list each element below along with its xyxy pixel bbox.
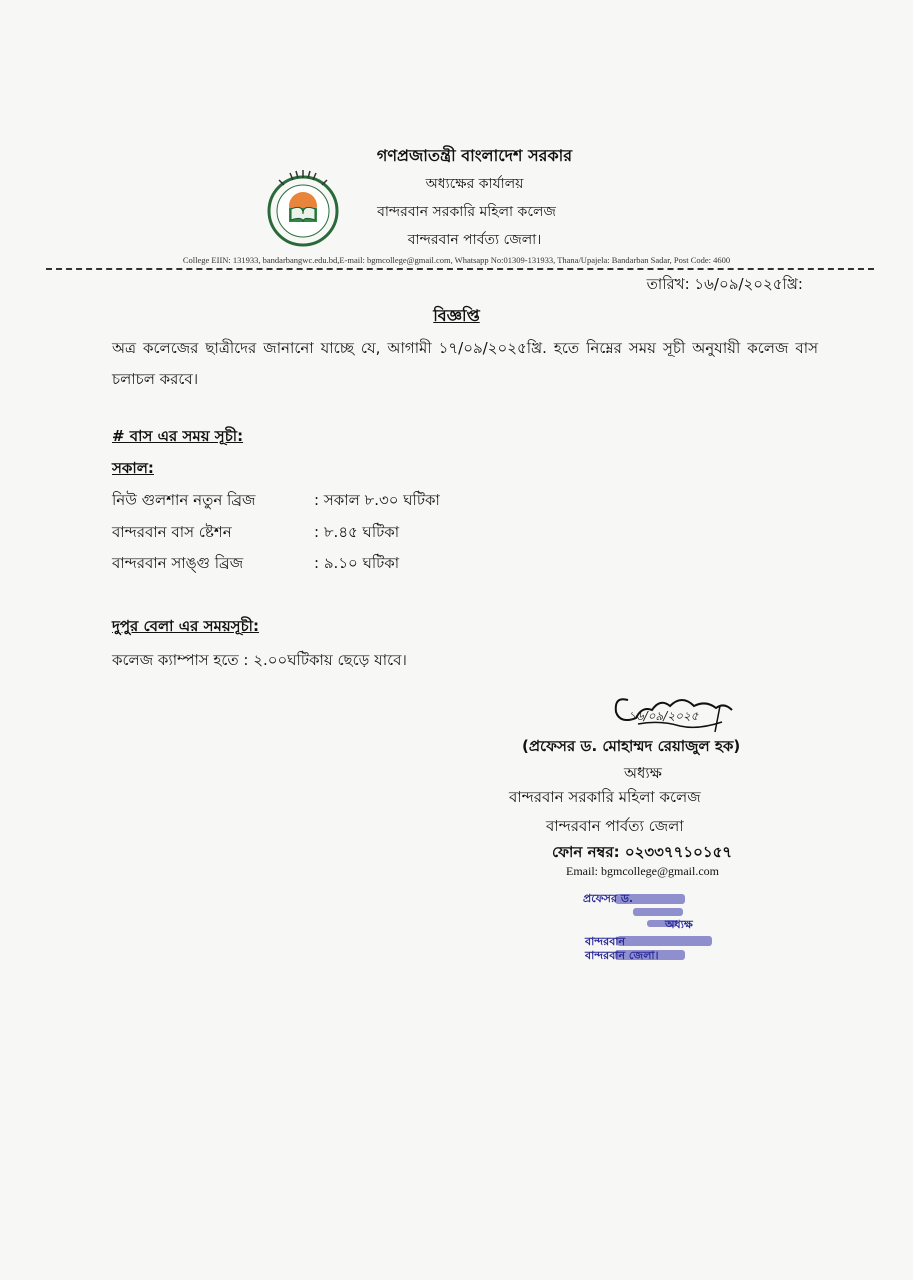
contact-info: College EIIN: 131933, bandarbangwc.edu.bd,E-mail: bgmcollege@gmail.com, Whatsapp No:01309-131933, Thana/Upajela: Bandarban Sadar, Post Code: 4600 <box>182 255 731 265</box>
afternoon-schedule: কলেজ ক্যাম্পাস হতে : ২.০০ঘটিকায় ছেড়ে যাবে। <box>112 651 407 669</box>
stamp-line: প্রফেসর ড. <box>583 892 634 905</box>
stop-name: নিউ গুলশান নতুন ব্রিজ <box>112 491 256 509</box>
stop-time: : ৮.৪৫ ঘটিকা <box>314 523 400 541</box>
morning-heading: সকাল: <box>112 459 154 477</box>
stamp-line: বান্দরবান <box>585 935 626 948</box>
signatory-district: বান্দরবান পার্বত্য জেলা <box>546 817 684 835</box>
signatory-college: বান্দরবান সরকারি মহিলা কলেজ <box>509 788 701 806</box>
government-title: গণপ্রজাতন্ত্রী বাংলাদেশ সরকার <box>376 146 573 165</box>
stop-time: : সকাল ৮.৩০ ঘটিকা <box>314 491 440 509</box>
stop-time: : ৯.১০ ঘটিকা <box>314 554 400 572</box>
afternoon-heading: দুপুর বেলা এর সময়সূচী: <box>112 617 259 635</box>
district-name: বান্দরবান পার্বত্য জেলা। <box>407 232 542 248</box>
notice-title: বিজ্ঞপ্তি <box>433 306 480 325</box>
signatory-email: Email: bgmcollege@gmail.com <box>566 864 720 878</box>
schedule-heading: # বাস এর সময় সূচী: <box>112 427 244 445</box>
office-name: অধ্যক্ষের কার্যালয় <box>425 176 524 192</box>
college-name: বান্দরবান সরকারি মহিলা কলেজ <box>377 204 556 220</box>
header-divider <box>46 268 874 270</box>
signatory-name: (প্রফেসর ড. মোহাম্মদ রেয়াজুল হক) <box>522 737 741 755</box>
signatory-designation: অধ্যক্ষ <box>624 764 662 782</box>
stop-name: বান্দরবান সাঙ্গু ব্রিজ <box>112 554 244 572</box>
notice-body: অত্র কলেজের ছাত্রীদের জানানো যাচ্ছে যে, আগামী ১৭/০৯/২০২৫খ্রি. হতে নিম্নের সময় সূচী অনুযায়ী কলেজ বাস চলাচল করবে। <box>112 339 818 388</box>
stop-name: বান্দরবান বাস ষ্টেশন <box>112 523 232 541</box>
signature-date: ১৬/০৯/২০২৫ <box>628 709 699 723</box>
notice-date: তারিখ: ১৬/০৯/২০২৫খ্রি: <box>646 275 803 293</box>
stamp-line: বান্দরবান জেলা। <box>585 949 659 962</box>
stamp-line: অধ্যক্ষ <box>665 918 693 931</box>
signatory-phone: ফোন নম্বর: ০২৩৩৭৭১০১৫৭ <box>552 843 733 861</box>
official-stamp <box>575 888 735 970</box>
